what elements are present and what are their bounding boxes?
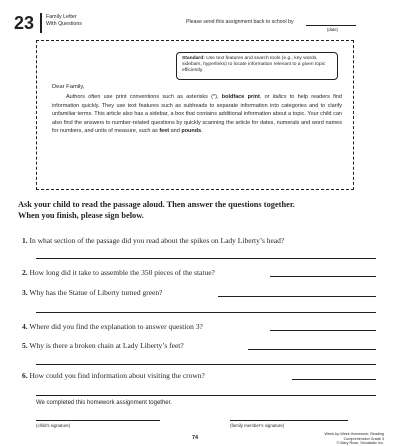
question-number: 6. (22, 371, 28, 380)
instructions-line1: Ask your child to read the passage aloud. Then answer the questions together. (18, 200, 295, 209)
question-text: Where did you find the explanation to answer question 3? (29, 322, 203, 331)
letter-bold-1: boldface print (221, 94, 260, 100)
standard-text: Use text features and search tools (e.g., key words, sidebars, hyperlinks) to locate information relevant to a given topic efficiently. (182, 56, 326, 73)
question-1 (22, 236, 284, 245)
page-number: 74 (192, 435, 199, 441)
question-number: 4. (22, 322, 28, 331)
letter-bold-2: feet (159, 128, 170, 135)
letter-bold-3: pounds (181, 128, 202, 135)
question-3 (22, 288, 162, 297)
letter-greeting: Dear Family, (52, 84, 85, 90)
instructions-line2: When you finish, please sign below. (18, 211, 144, 220)
question-number: 3. (22, 288, 28, 297)
child-signature-line[interactable] (36, 420, 160, 421)
header-divider (40, 13, 42, 33)
credit-line (300, 432, 384, 446)
answer-line-1[interactable] (36, 258, 376, 259)
letter-text-4: and (169, 128, 182, 135)
question-number: 1. (22, 236, 28, 245)
standard-label: Standard: (182, 56, 205, 61)
letter-italic-1: italics (272, 94, 287, 100)
lesson-number: 23 (14, 13, 35, 33)
answer-line-5b[interactable] (36, 364, 376, 365)
instructions (18, 199, 378, 221)
answer-line-6a[interactable] (292, 379, 376, 380)
completed-statement: We completed this homework assignment together. (36, 400, 172, 406)
answer-line-3b[interactable] (36, 312, 376, 313)
answer-line-5a[interactable] (248, 349, 376, 350)
family-signature-line[interactable] (230, 420, 348, 421)
answer-line-2[interactable] (270, 276, 376, 277)
answer-line-3a[interactable] (218, 296, 376, 297)
question-5 (22, 341, 184, 350)
header-title-line1: Family Letter (46, 14, 77, 20)
question-2 (22, 268, 215, 277)
send-back-text: Please send this assignment back to school by (186, 19, 294, 25)
question-text: How could you find information about visiting the crown? (29, 371, 205, 380)
letter-text-2: , or (259, 94, 273, 100)
credit-line-2: © Mary Rose, Scholastic Inc. (336, 441, 384, 446)
question-text: In what section of the passage did you read about the spikes on Lady Liberty’s head? (29, 236, 285, 245)
header-title-line2: With Questions (46, 20, 82, 27)
question-number: 2. (22, 268, 28, 277)
question-4 (22, 322, 203, 331)
question-number: 5. (22, 341, 28, 350)
question-text: Why has the Statue of Liberty turned green? (29, 288, 163, 297)
letter-text-5: . (201, 128, 203, 135)
answer-line-6b[interactable] (36, 395, 376, 396)
date-label: (date) (327, 27, 338, 32)
answer-line-4[interactable] (270, 330, 376, 331)
date-line[interactable] (306, 25, 356, 26)
question-text: Why is there a broken chain at Lady Liberty’s feet? (29, 341, 184, 350)
letter-body (52, 93, 342, 136)
letter-text-1: Authors often use print conventions such as asterisks (*), (66, 94, 222, 100)
standard-box (176, 52, 338, 80)
family-signature-label: (family member’s signature) (230, 423, 285, 428)
question-text: How long did it take to assemble the 350 pieces of the statue? (29, 268, 215, 277)
letter-text-3: to help readers find information quickly. They use text features such as subheads to separate information into categories and to clarify unfamiliar terms. This article also has a sidebar, a box that contains additional information about a topic. Your child can also find the answers to number-related questions by quickly scanning the article for dates, numerals and word names for numbers, and units of measure, such as (52, 94, 342, 135)
header-title (46, 14, 82, 27)
child-signature-label: (child’s signature) (36, 423, 71, 428)
question-6 (22, 371, 205, 380)
credit-line-1: Week-by-Week Homework: Reading Comprehension Grade 3 (324, 432, 384, 441)
